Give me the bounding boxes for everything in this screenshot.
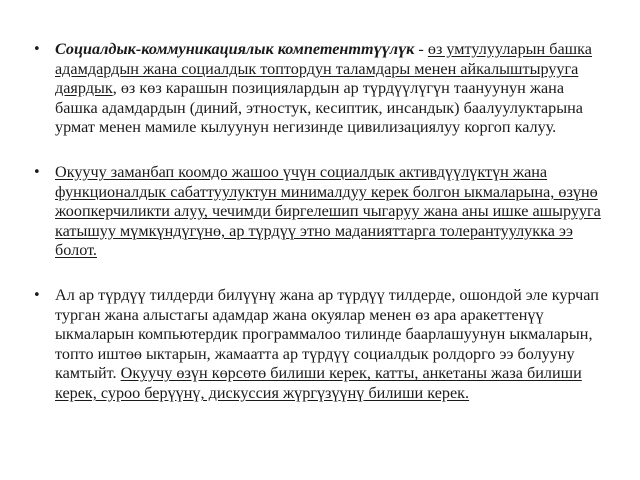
bullet-icon: • [33, 287, 41, 303]
bullet-item-languages-communication [33, 286, 608, 404]
bullet-list [33, 40, 608, 429]
bullet-icon: • [33, 164, 41, 180]
student-skills-underlined-text: Окуучу өзүн көрсөтө билиши керек, катты, анкетаны жаза билиши керек, суроо берүүнү, дискуссия жүргүзүүнү билиши керек. [55, 364, 582, 402]
term-heading: Социалдык-коммуникациялык компетенттүүлүк [55, 40, 415, 58]
bullet-icon: • [33, 42, 41, 57]
bullet-item-student-social-activity [33, 163, 608, 261]
term-dash: - [414, 40, 428, 58]
definition-rest-text: , өз көз карашын позициялардын ар түрдүүлүгүн таануунун жана башка адамдардын (диний, этностук, кесиптик, инсандык) баалуулуктарына урмат менен мамиле кылуунун негизинде цивилизациялуу коргоп калуу. [55, 79, 583, 137]
definition-underlined-text: өз умтулууларын башка адамдардын жана социалдык топтордун таламдары менен айкалыштырууга даярдык [55, 40, 592, 98]
student-social-activity-text: Окуучу заманбап коомдо жашоо үчүн социалдык активдүүлүктүн жана функционалдык сабаттуулуктун минималдуу керек болгон ыкмаларына, өзүнө жоопкерчиликти алуу, чечимди биргелешип чыгаруу жана аны ишке ашырууга катышуу мүмкүндүгүнө, ар түрдүү этно маданияттарга толерантуулукка ээ болот. [55, 162, 601, 260]
bullet-item-competence-definition [33, 40, 608, 138]
languages-communication-text: Ал ар түрдүү тилдерди билүүнү жана ар түрдүү тилдерде, ошондой эле курчап турган жана алыстагы адамдар жана окуялар менен өз ара аракеттенүү ыкмаларын компьютердик программалоо тилинде баарлашуунун ыкмаларын, топто иштөө ыктарын, жамаатта ар түрдүү социалдык ролдорго ээ болууну камтыйт. [55, 285, 599, 383]
